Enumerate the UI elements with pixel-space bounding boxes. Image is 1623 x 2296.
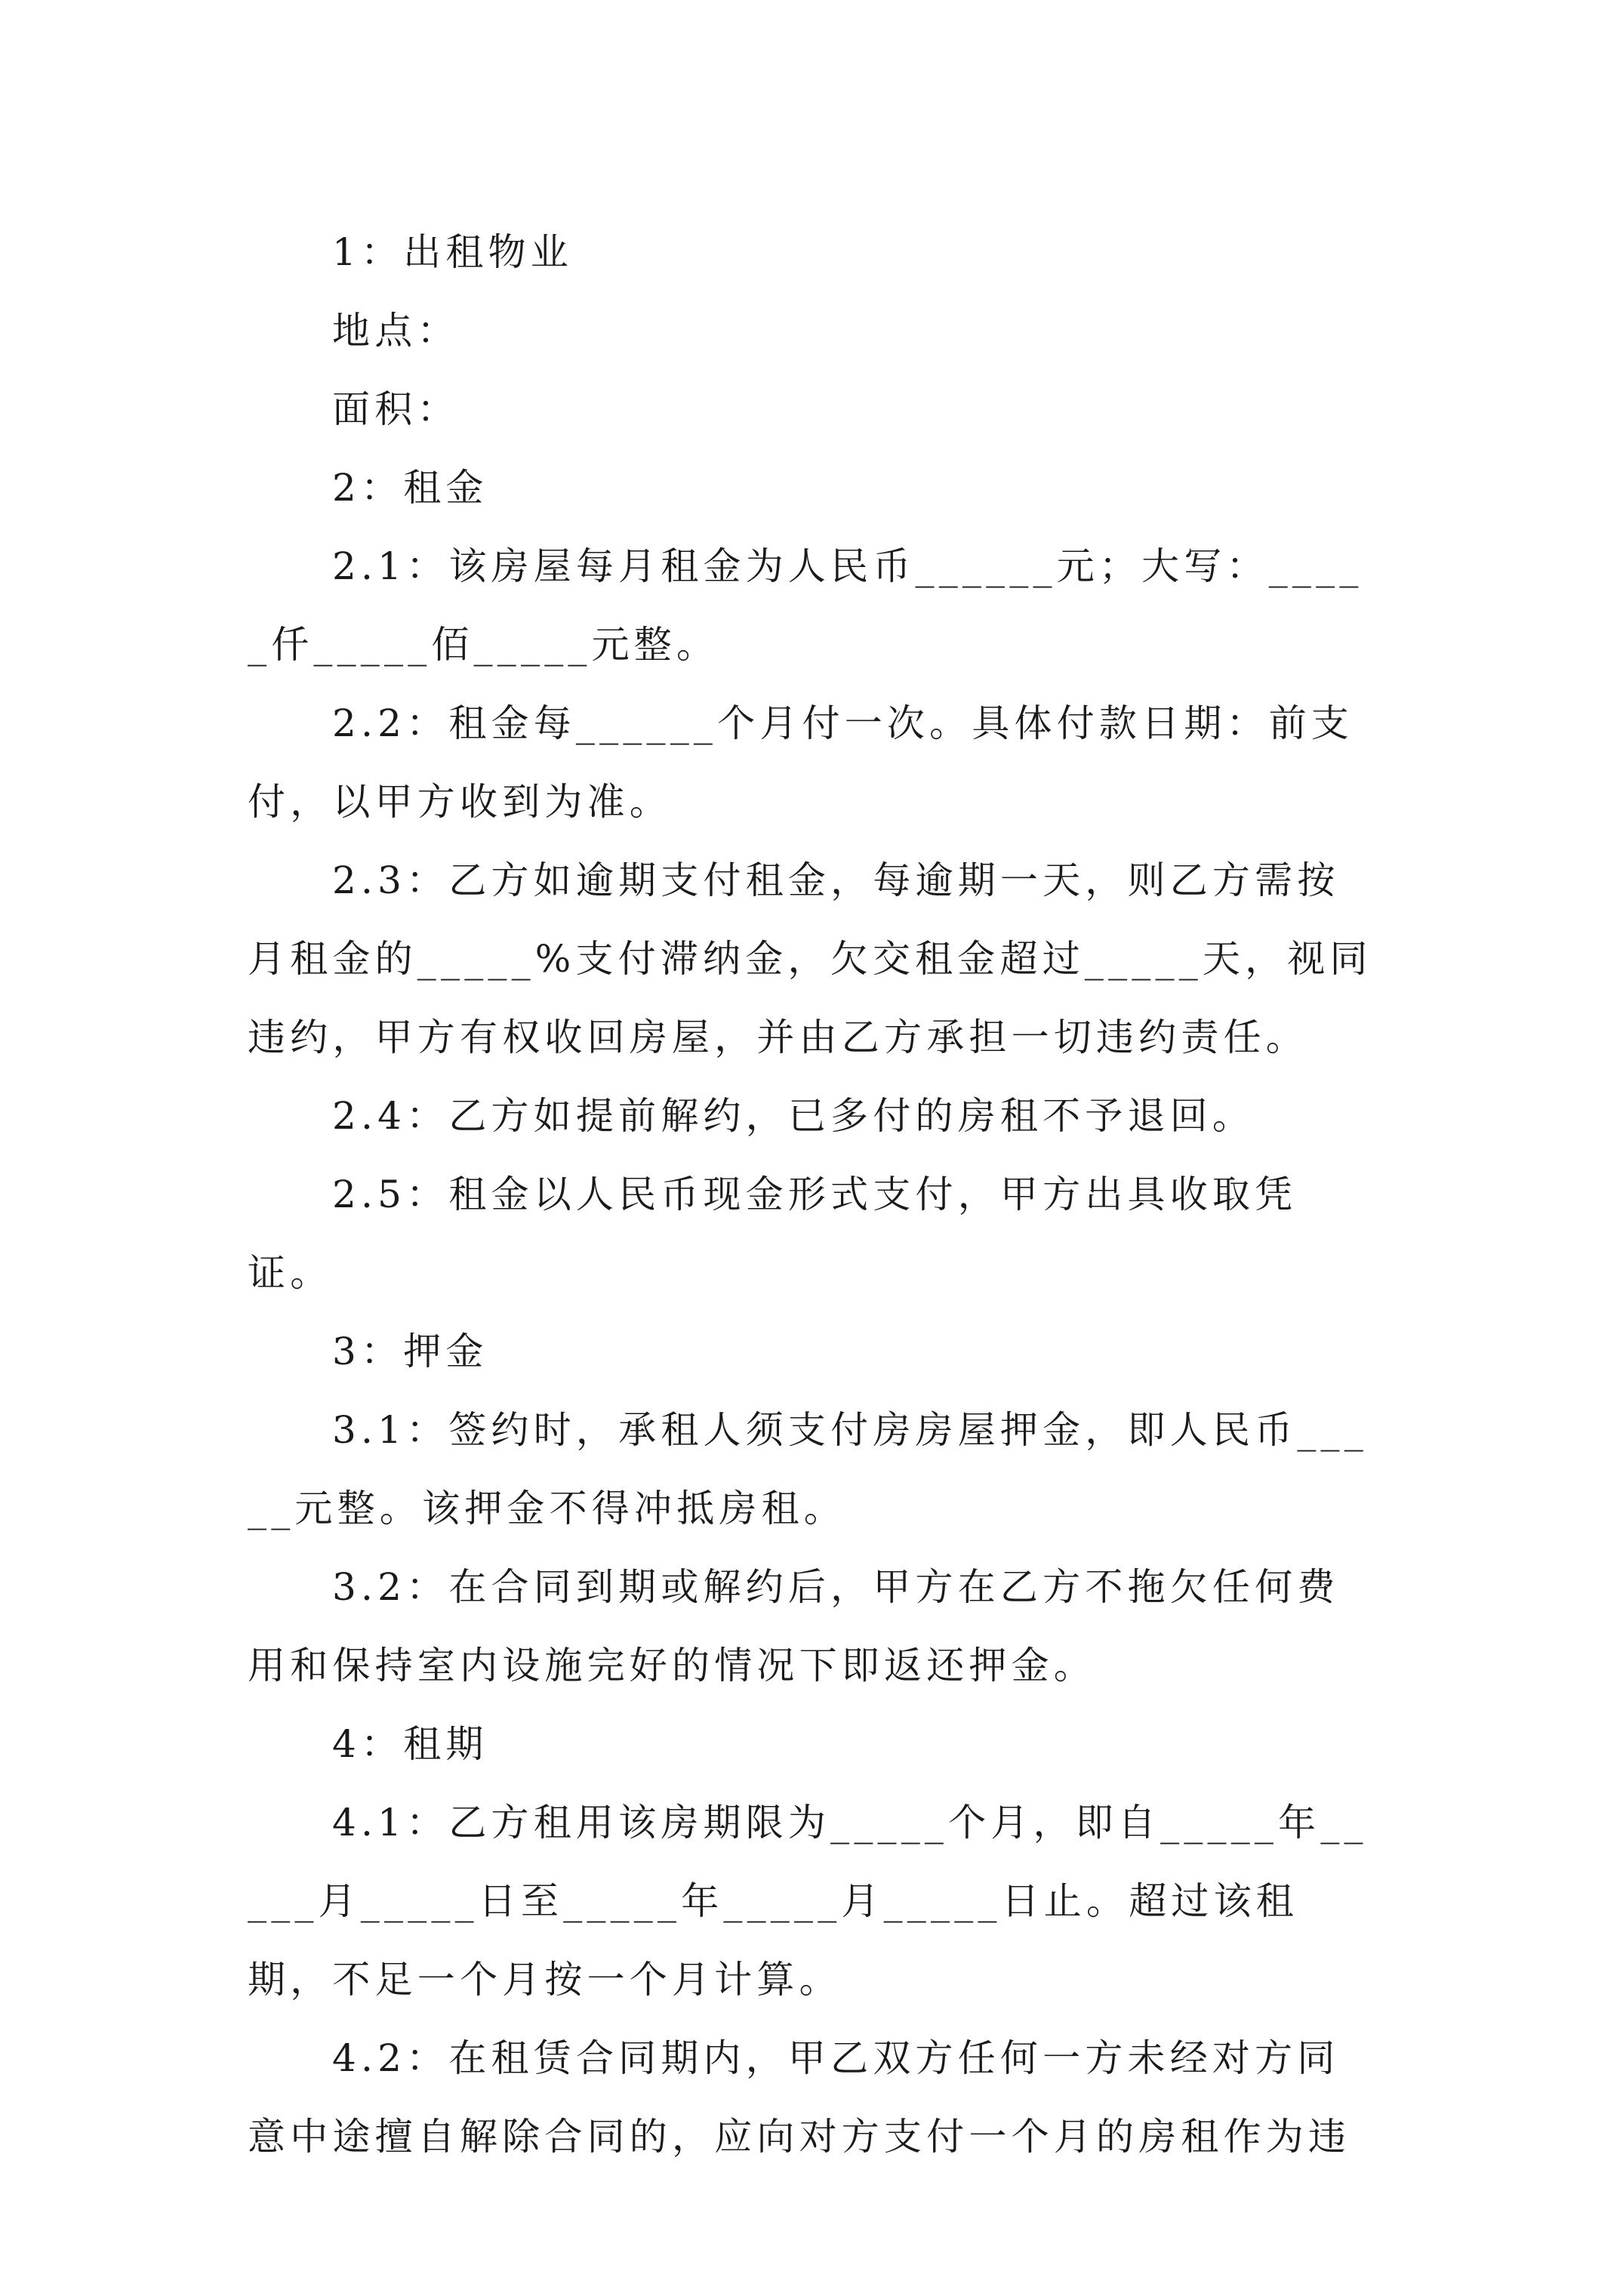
clause-2-1: 2.1：该房屋每月租金为人民币______元；大写：_____仟_____佰_____元整。 xyxy=(248,544,1363,667)
section-heading-rental-property: 1：出租物业 xyxy=(332,230,574,274)
section-heading-lease-term: 4：租期 xyxy=(332,1722,488,1766)
clause-2-3: 2.3：乙方如逾期支付租金，每逾期一天，则乙方需按月租金的_____%支付滞纳金，欠交租金超过_____天，视同违约，甲方有权收回房屋，并由乙方承担一切违约责任。 xyxy=(248,858,1372,1059)
section-heading-rent: 2：租金 xyxy=(332,466,488,510)
clause-4-2: 4.2：在租赁合同期内，甲乙双方任何一方未经对方同意中途擅自解除合同的，应向对方支付一个月的房租作为违 xyxy=(248,2036,1351,2159)
field-area: 面积： xyxy=(332,387,460,431)
document-body xyxy=(248,213,1380,2176)
clause-3-1: 3.1：签约时，承租人须支付房房屋押金，即人民币_____元整。该押金不得冲抵房租。 xyxy=(248,1408,1368,1530)
clause-2-2: 2.2：租金每______个月付一次。具体付款日期：前支付，以甲方收到为准。 xyxy=(248,701,1354,824)
clause-2-5: 2.5：租金以人民币现金形式支付，甲方出具收取凭证。 xyxy=(248,1173,1298,1295)
clause-2-4: 2.4：乙方如提前解约，已多付的房租不予退回。 xyxy=(332,1094,1255,1138)
clause-4-1: 4.1：乙方租用该房期限为_____个月，即自_____年_____月_____日至_____年_____月_____日止。超过该租期，不足一个月按一个月计算。 xyxy=(248,1801,1368,2002)
clause-3-2: 3.2：在合同到期或解约后，甲方在乙方不拖欠任何费用和保持室内设施完好的情况下即返还押金。 xyxy=(248,1565,1340,1687)
field-location: 地点： xyxy=(332,309,460,353)
section-heading-deposit: 3：押金 xyxy=(332,1330,488,1373)
